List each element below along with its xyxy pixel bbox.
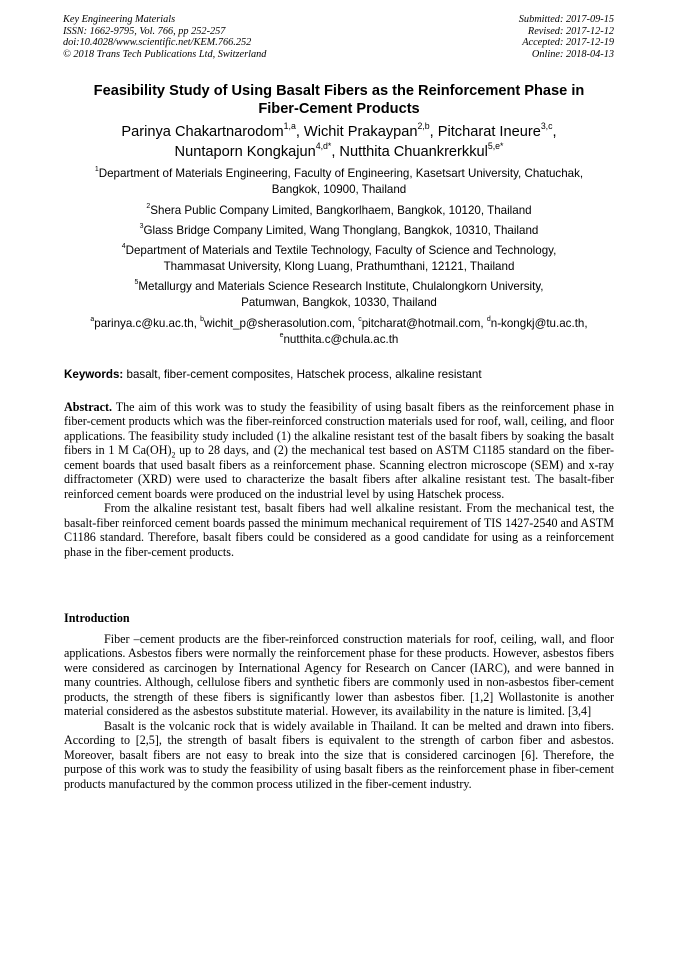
author-separator: , — [552, 124, 557, 140]
author-name: , Wichit Prakaypan — [295, 124, 418, 140]
author-line-1 — [48, 123, 630, 143]
paper-title-line-1: Feasibility Study of Using Basalt Fibers as the Reinforcement Phase in — [93, 83, 585, 99]
introduction-paragraph-2: Basalt is the volcanic rock that is widely available in Thailand. It can be melted and drawn into fibers. According to [2,5], the strength of basalt fibers is equivalent to the strength of carbon fiber and asbestos. Moreover, basalt fibers are not easy to break into the size that is considered carcinogen [6]. Therefore, the purpose of this work was to study the feasibility of using basalt fibers as the reinforcement phase in fiber-cement products manufactured by the common process utilized in the fiber-cement industry. — [64, 718, 614, 791]
dates-header — [519, 14, 614, 61]
journal-issn: ISSN: 1662-9795, Vol. 766, pp 252-257 — [63, 25, 226, 37]
affiliation-text: Metallurgy and Materials Science Research Institute, Chulalongkorn University, — [138, 280, 544, 293]
affiliation-2 — [48, 203, 630, 219]
abstract-text: The aim of this work was to study the feasibility of using basalt fibers as the reinforcement phase in fiber-cement products which was the fiber-reinforced construction materials used for roof, wall, ceiling, and floor applications. The feasibility study included (1) the alkaline resistant test of the basalt fibers by soaking the basalt fibers in 1 M Ca(OH) — [64, 400, 614, 458]
author-emails — [40, 316, 638, 348]
keywords — [64, 367, 624, 382]
abstract-text: up to 28 days, and (2) the mechanical test based on ASTM C1185 standard on the fiber-cement boards that used basalt fibers as a reinforcement phase. Scanning electron microscope (SEM) and x-ray diffractometer (XRD) were used to characterize the basalt fibers after alkaline resistant test. The basalt-fiber reinforced cement boards were produced on the industrial level by using Hatschek process. — [64, 443, 615, 501]
affiliation-4 — [48, 243, 630, 275]
email-link[interactable]: n-kongkj@tu.ac.th, — [490, 317, 588, 330]
author-name: , Nutthita Chuankrerkkul — [331, 143, 488, 160]
author-line-2 — [48, 140, 630, 163]
author-name: Nuntaporn Kongkajun — [174, 143, 316, 160]
keywords-label: Keywords: — [64, 368, 124, 381]
author-name: Parinya Chakartnarodom — [121, 124, 284, 140]
keywords-text: basalt, fiber-cement composites, Hatschek process, alkaline resistant — [123, 368, 482, 381]
affiliation-marker: 1 — [94, 166, 99, 174]
author-affil-marker: 5,e* — [487, 140, 504, 151]
author-affil-marker: 3,c — [540, 121, 553, 132]
affiliation-marker: 5 — [134, 279, 139, 287]
abstract-subscript: 2 — [171, 450, 176, 460]
introduction-body — [64, 632, 614, 791]
abstract-paragraph-2: From the alkaline resistant test, basalt fibers had well alkaline resistant. From the mechanical test, the basalt-fiber reinforced cement boards passed the minimum mechanical requirement of TIS 1427-2540 and ASTM C1186 standard. Therefore, basalt fibers could be considered as a good candidate for using as a reinforcement phase in the fiber-cement products. — [64, 501, 614, 559]
email-link[interactable]: pitcharat@hotmail.com, — [361, 317, 487, 330]
section-heading-introduction: Introduction — [64, 611, 130, 625]
author-affil-marker: 1,a — [283, 121, 296, 132]
author-affil-marker: 4,d* — [315, 140, 332, 151]
affiliation-marker: 4 — [121, 243, 126, 251]
affiliation-text: Bangkok, 10900, Thailand — [271, 183, 407, 197]
affiliation-5 — [48, 279, 630, 311]
introduction-paragraph-1: Fiber –cement products are the fiber-reinforced construction materials for roof, ceiling, wall, and floor applications. Asbestos fibers were normally the reinforcement phase for these products. However, asbestos fibers were considered as carcinogen by International Agency for Research on Cancer (IARC), and were banned in many countries. Although, cellulose fibers and synthetic fibers are commonly used in non-asbestos fiber-cement products, the strength of these fibers is significantly lower than asbestos fiber. [1,2] Wollastonite is another material considered as the asbestos substitute material. However, its availability in the nature is limited. [3,4] — [64, 632, 614, 719]
email-link[interactable]: parinya.c@ku.ac.th, — [94, 317, 201, 330]
affiliation-text: Thammasat University, Klong Luang, Prathumthani, 12121, Thailand — [163, 260, 515, 274]
journal-doi[interactable]: doi:10.4028/www.scientific.net/KEM.766.252 — [63, 37, 252, 49]
abstract-paragraph-1 — [64, 400, 614, 501]
abstract — [64, 400, 614, 559]
date-online: Online: 2018-04-13 — [531, 49, 614, 61]
email-marker: c — [358, 316, 362, 324]
email-marker: b — [200, 316, 205, 324]
journal-copyright: © 2018 Trans Tech Publications Ltd, Switzerland — [63, 49, 267, 61]
email-marker: e — [279, 332, 284, 340]
affiliation-3 — [48, 223, 630, 239]
author-affil-marker: 2,b — [417, 121, 430, 132]
affiliation-marker: 2 — [146, 203, 151, 211]
date-accepted: Accepted: 2017-12-19 — [522, 37, 614, 49]
journal-name: Key Engineering Materials — [63, 14, 176, 25]
author-name: , Pitcharat Ineure — [429, 124, 541, 140]
email-marker: d — [486, 316, 491, 324]
email-marker: a — [90, 316, 95, 324]
affiliation-marker: 3 — [139, 223, 144, 231]
paper-title-line-2: Fiber-Cement Products — [258, 101, 420, 117]
affiliation-text: Shera Public Company Limited, Bangkorlhaem, Bangkok, 10120, Thailand — [150, 204, 532, 217]
affiliation-1 — [48, 166, 630, 198]
date-revised: Revised: 2017-12-12 — [527, 25, 614, 37]
affiliation-text: Department of Materials and Textile Technology, Faculty of Science and Technology, — [125, 244, 557, 257]
abstract-label: Abstract. — [64, 400, 113, 414]
affiliation-text: Department of Materials Engineering, Faculty of Engineering, Kasetsart University, Chatuchak, — [98, 167, 584, 180]
email-link[interactable]: wichit_p@sherasolution.com, — [204, 317, 359, 330]
author-list — [48, 123, 630, 162]
affiliation-text: Patumwan, Bangkok, 10330, Thailand — [241, 296, 437, 310]
date-submitted: Submitted: 2017-09-15 — [518, 14, 614, 25]
journal-header — [63, 14, 266, 61]
paper-title — [48, 82, 630, 118]
affiliation-text: Glass Bridge Company Limited, Wang Thonglang, Bangkok, 10310, Thailand — [143, 224, 539, 237]
email-link[interactable]: nutthita.c@chula.ac.th — [283, 333, 399, 346]
